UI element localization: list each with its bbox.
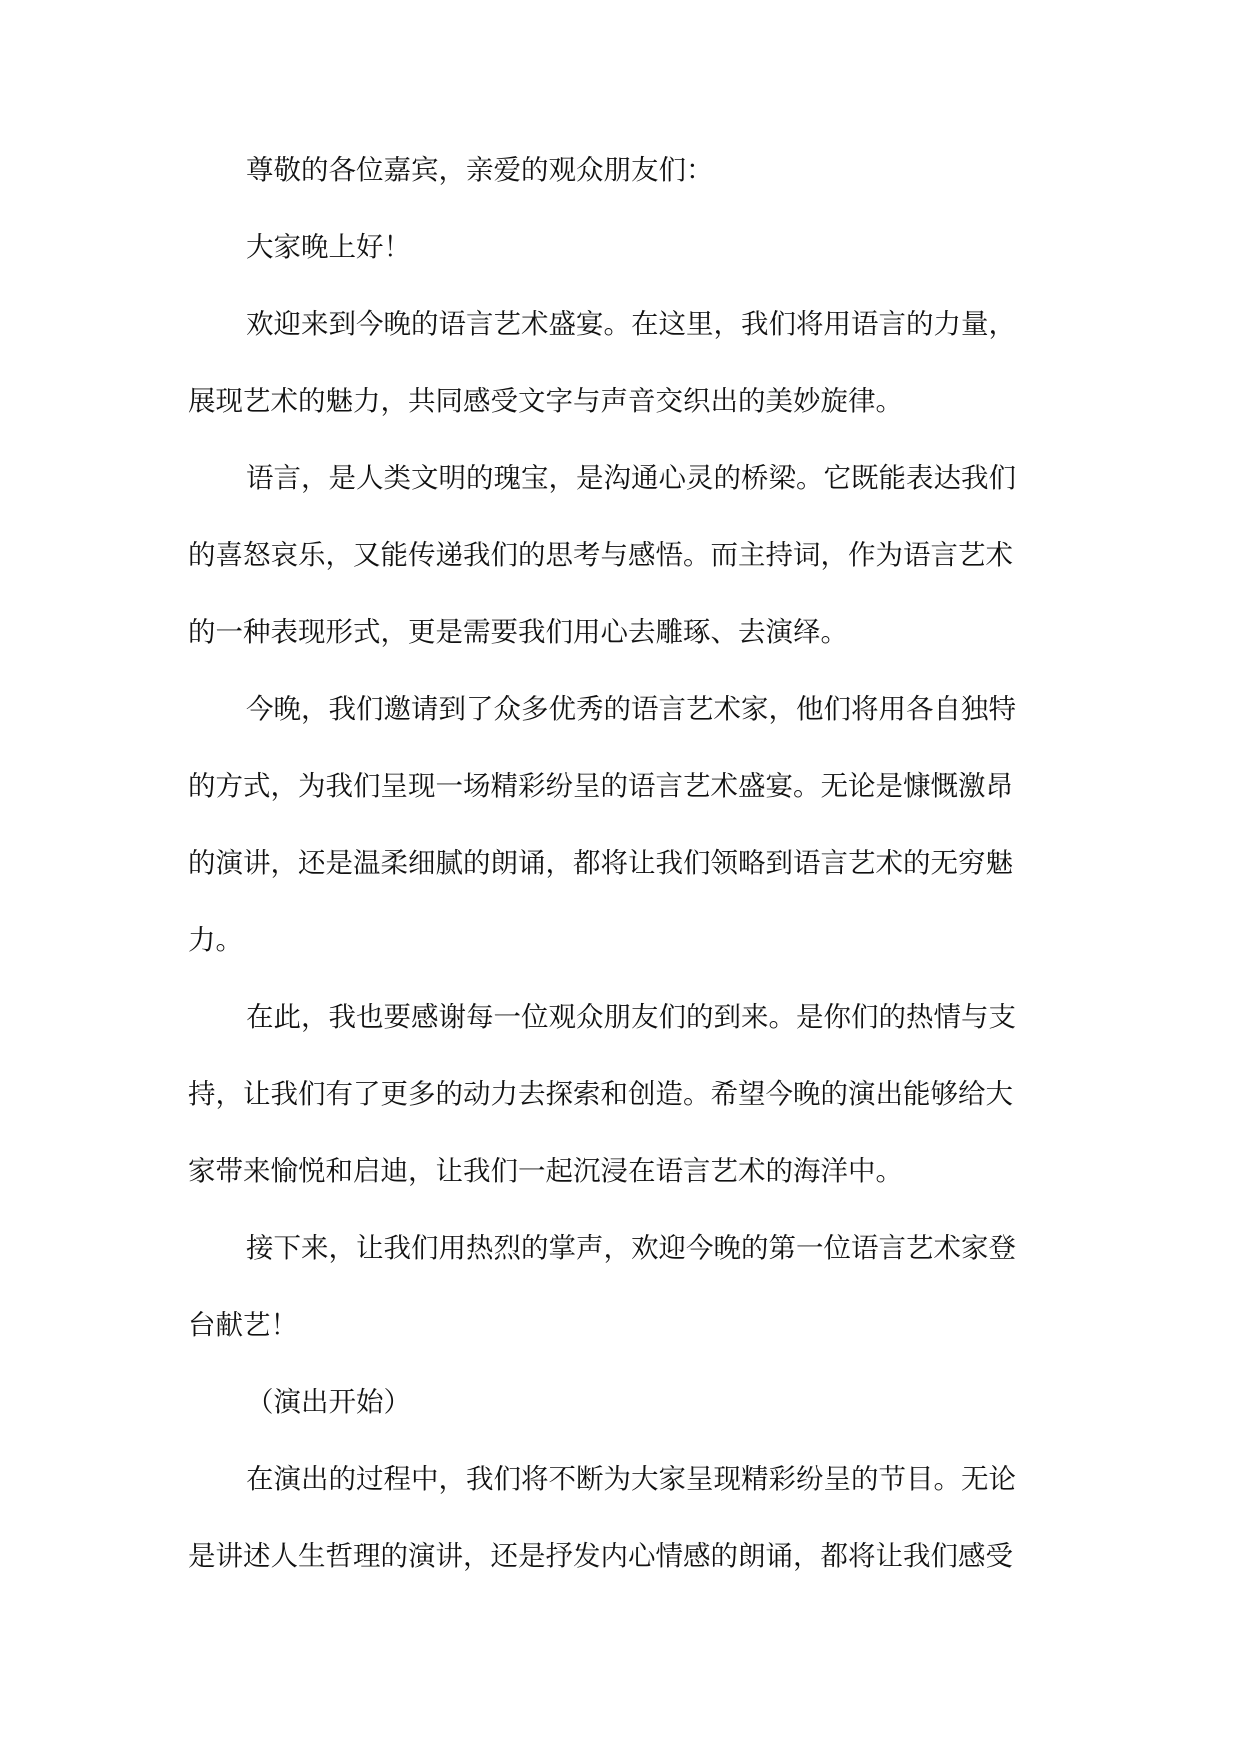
paragraph-2-line-1: 语言，是人类文明的瑰宝，是沟通心灵的桥梁。它既能表达我们 xyxy=(246,462,1016,494)
paragraph-3-line-3: 的演讲，还是温柔细腻的朗诵，都将让我们领略到语言艺术的无穷魅 xyxy=(188,847,1013,879)
paragraph-3-line-4: 力。 xyxy=(188,924,243,956)
paragraph-1-line-1: 欢迎来到今晚的语言艺术盛宴。在这里，我们将用语言的力量， xyxy=(246,308,1016,340)
paragraph-6-line-2: 是讲述人生哲理的演讲，还是抒发内心情感的朗诵，都将让我们感受 xyxy=(188,1540,1013,1572)
paragraph-6-line-1: 在演出的过程中，我们将不断为大家呈现精彩纷呈的节目。无论 xyxy=(246,1463,1016,1495)
paragraph-4-line-1: 在此，我也要感谢每一位观众朋友们的到来。是你们的热情与支 xyxy=(246,1001,1016,1033)
salutation-line: 尊敬的各位嘉宾，亲爱的观众朋友们： xyxy=(246,154,714,186)
stage-direction: （演出开始） xyxy=(246,1386,411,1418)
paragraph-1-line-2: 展现艺术的魅力，共同感受文字与声音交织出的美妙旋律。 xyxy=(188,385,903,417)
paragraph-4-line-3: 家带来愉悦和启迪，让我们一起沉浸在语言艺术的海洋中。 xyxy=(188,1155,903,1187)
paragraph-5-line-1: 接下来，让我们用热烈的掌声，欢迎今晚的第一位语言艺术家登 xyxy=(246,1232,1016,1264)
greeting-line: 大家晚上好！ xyxy=(246,231,411,263)
paragraph-4-line-2: 持，让我们有了更多的动力去探索和创造。希望今晚的演出能够给大 xyxy=(188,1078,1013,1110)
paragraph-2-line-3: 的一种表现形式，更是需要我们用心去雕琢、去演绎。 xyxy=(188,616,848,648)
paragraph-3-line-1: 今晚，我们邀请到了众多优秀的语言艺术家，他们将用各自独特 xyxy=(246,693,1016,725)
paragraph-2-line-2: 的喜怒哀乐，又能传递我们的思考与感悟。而主持词，作为语言艺术 xyxy=(188,539,1013,571)
paragraph-3-line-2: 的方式，为我们呈现一场精彩纷呈的语言艺术盛宴。无论是慷慨激昂 xyxy=(188,770,1013,802)
paragraph-5-line-2: 台献艺！ xyxy=(188,1309,298,1341)
